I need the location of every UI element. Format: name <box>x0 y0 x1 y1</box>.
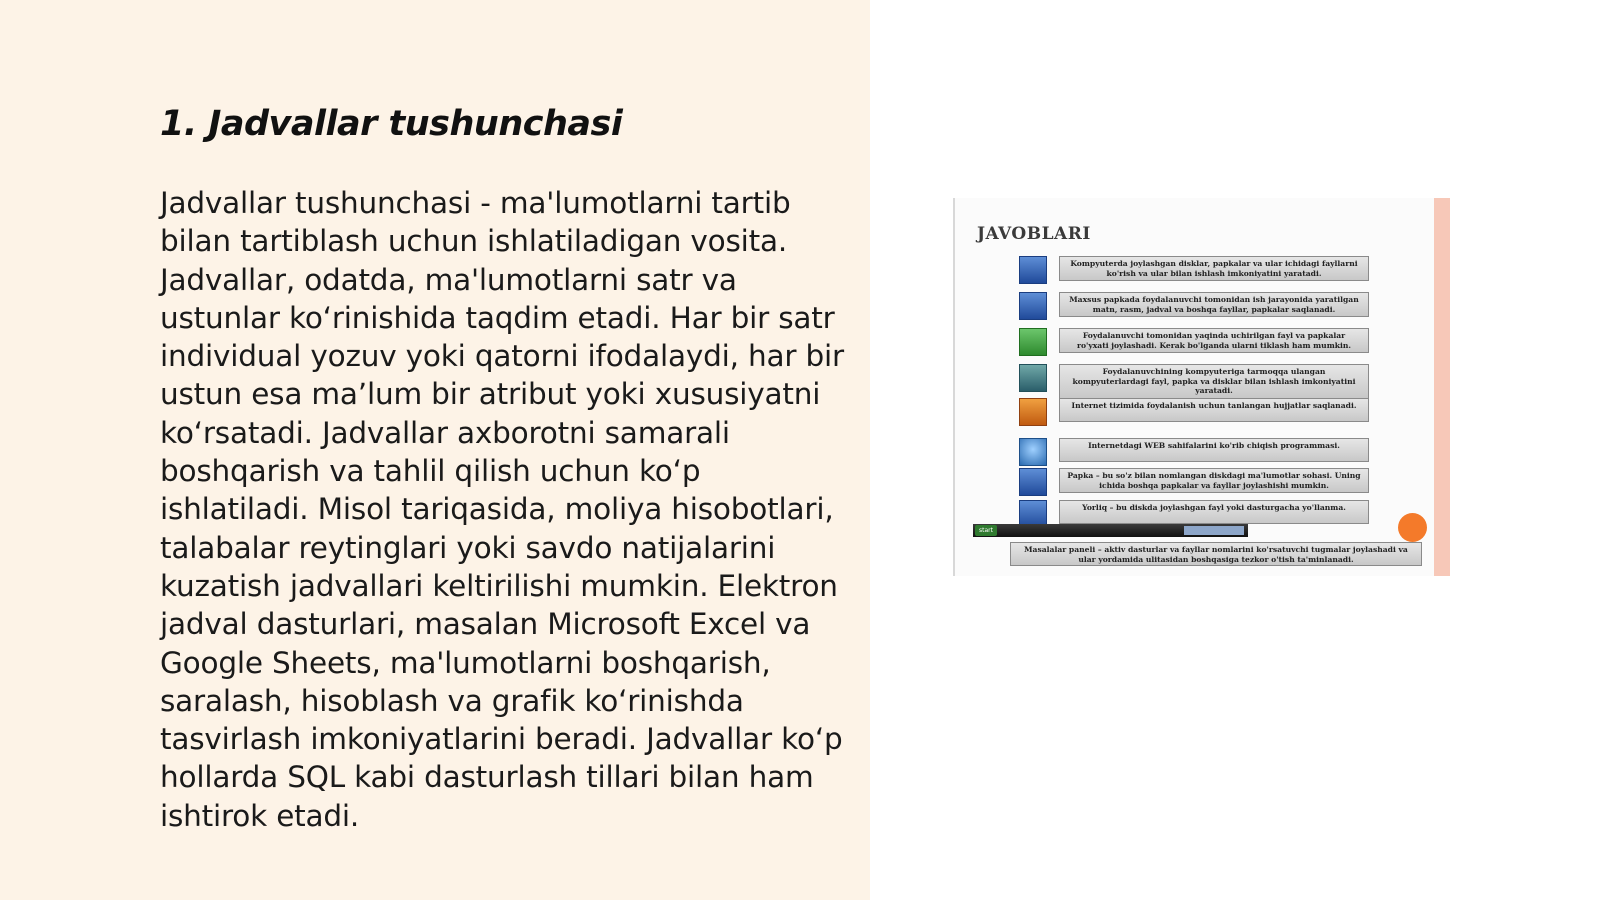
folder-icon <box>1019 468 1047 496</box>
figure-row-text: Internetdagi WEB sahifalarini ko'rib chiqish programmasi. <box>1059 438 1369 462</box>
figure-left-border <box>953 198 955 576</box>
figure-taskbar <box>973 524 1248 537</box>
figure-row-text: Foydalanuvchining kompyuteriga tarmoqqa ulangan kompyuterlardagi fayl, papka va disklar bilan ishlash imkoniyatini yaratadi. <box>1059 364 1369 399</box>
system-tray <box>1184 526 1244 535</box>
figure-title: JAVOBLARI <box>977 224 1091 244</box>
recycle-bin-icon <box>1019 328 1047 356</box>
figure-row-text: Papka – bu so'z bilan nomlangan diskdagi ma'lumotlar sohasi. Uning ichida boshqa papkalar va fayllar joylashishi mumkin. <box>1059 468 1369 493</box>
slide-body-text: Jadvallar tushunchasi - ma'lumotlarni tartib bilan tartiblash uchun ishlatiladigan vosita. Jadvallar, odatda, ma'lumotlarni satr va ustunlar koʻrinishida taqdim etadi. Har bir satr individual yozuv yoki qatorni ifodalaydi, har bir ustun esa maʼlum bir atribut yoki xususiyatni koʻrsatadi. Jadvallar axborotni samarali boshqarish va tahlil qilish uchun koʻp ishlatiladi. Misol tariqasida, moliya hisobotlari, talabalar reytinglari yoki savdo natijalarini kuzatish jadvallari keltirilishi mumkin. Elektron jadval dasturlari, masalan Microsoft Excel va Google Sheets, ma'lumotlarni boshqarish, saralash, hisoblash va grafik koʻrinishda tasvirlash imkoniyatlarini beradi. Jadvallar koʻp hollarda SQL kabi dasturlash tillari bilan ham ishtirok etadi. <box>160 186 844 833</box>
documents-icon <box>1019 292 1047 320</box>
figure-row-text: Kompyuterda joylashgan disklar, papkalar va ular ichidagi fayllarni ko'rish va ular bilan ishlash imkoniyatini yaratadi. <box>1059 256 1369 281</box>
figure-row <box>1019 398 1459 426</box>
favorites-icon <box>1019 398 1047 426</box>
figure-row <box>1019 468 1459 496</box>
start-button: start <box>975 525 997 536</box>
figure-row <box>1019 256 1459 284</box>
internet-explorer-icon <box>1019 438 1047 466</box>
slide-title: 1. Jadvallar tushunchasi <box>160 104 623 144</box>
embedded-figure <box>953 198 1450 576</box>
figure-row-text: Maxsus papkada foydalanuvchi tomonidan ish jarayonida yaratilgan matn, rasm, jadval va boshqa fayllar, papkalar saqlanadi. <box>1059 292 1369 317</box>
figure-row-text: Yorliq – bu diskda joylashgan fayl yoki dasturgacha yo'llanma. <box>1059 500 1369 524</box>
network-icon <box>1019 364 1047 392</box>
taskbar-description: Masalalar paneli – aktiv dasturlar va fayllar nomlarini ko'rsatuvchi tugmalar joylashadi va ular yordamida ulitasidan boshqasiga tezkor o'tish ta'minlanadi. <box>1010 542 1422 566</box>
figure-row <box>1019 292 1459 320</box>
figure-row <box>1019 364 1459 395</box>
computer-icon <box>1019 256 1047 284</box>
orange-dot-icon <box>1398 513 1427 542</box>
figure-row <box>1019 328 1459 356</box>
figure-row-text: Foydalanuvchi tomonidan yaqinda uchirilgan fayl va papkalar ro'yxati joylashadi. Kerak bo'lganda ularni tiklash ham mumkin. <box>1059 328 1369 353</box>
figure-row <box>1019 438 1459 466</box>
figure-row-text: Internet tizimida foydalanish uchun tanlangan hujjatlar saqlanadi. <box>1059 398 1369 422</box>
